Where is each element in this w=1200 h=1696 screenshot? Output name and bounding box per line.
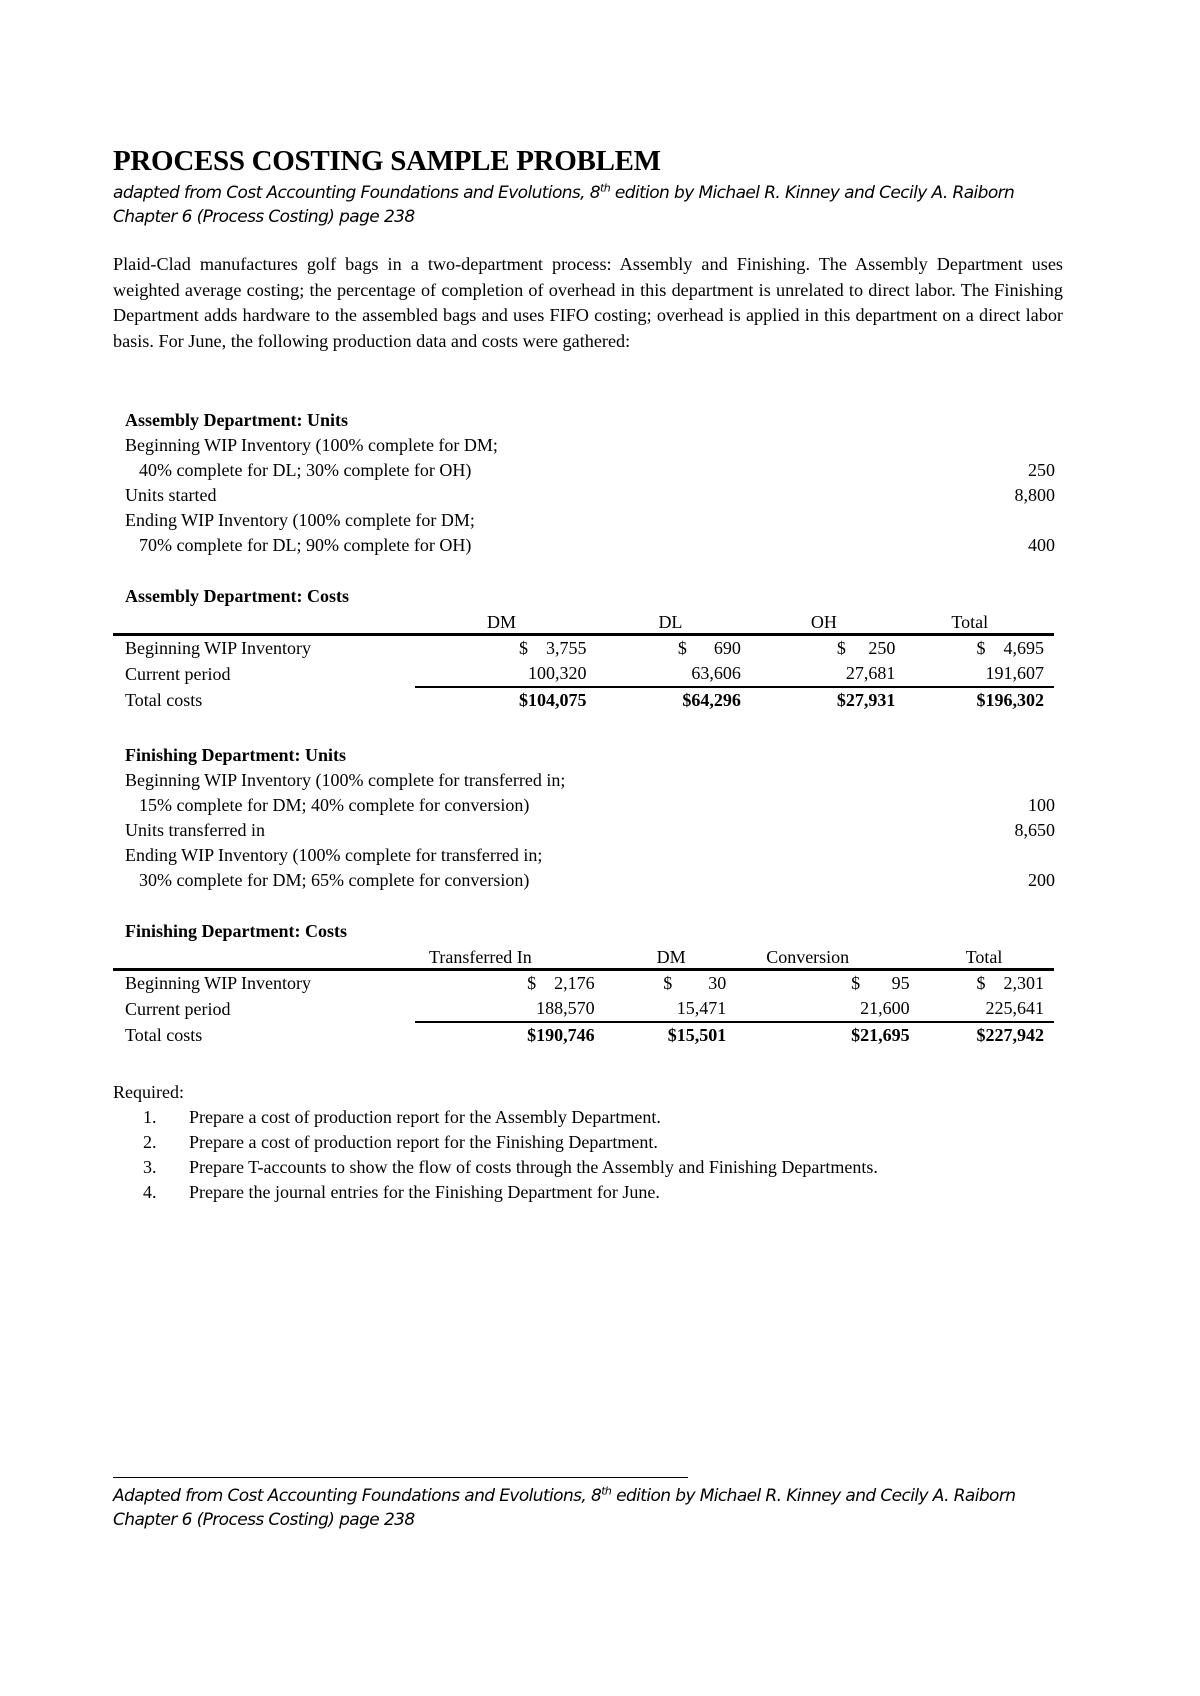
unit-value: 100 (1028, 795, 1055, 815)
cell-value: $ 30 (663, 973, 727, 993)
item-text: Prepare T-accounts to show the flow of costs through the Assembly and Finishing Departments. (189, 1157, 878, 1177)
table-row (113, 1022, 1054, 1048)
source-citation-line2: Chapter 6 (Process Costing) page 238 (113, 207, 415, 227)
unit-row (125, 795, 1055, 820)
cell-value: $ 2,176 (527, 973, 595, 993)
column-header: DM (605, 946, 737, 970)
unit-value: 400 (1028, 535, 1055, 555)
unit-row (125, 435, 1055, 460)
row-label: Current period (125, 998, 231, 1019)
unit-row (125, 485, 1055, 510)
row-label: Total costs (125, 689, 203, 710)
unit-label: Ending WIP Inventory (100% complete for transferred in; (125, 845, 543, 865)
unit-label: Units transferred in (125, 820, 265, 840)
unit-value: 250 (1028, 460, 1055, 480)
cell-value: $190,746 (527, 1025, 595, 1045)
table-header-row (113, 611, 1054, 635)
cell-value: $15,501 (667, 1025, 727, 1045)
cell-value: 191,607 (905, 661, 1054, 687)
table-row (113, 635, 1054, 662)
row-label: Total costs (125, 1024, 203, 1045)
cell-value: 100,320 (415, 661, 596, 687)
unit-label: Beginning WIP Inventory (100% complete for DM; (125, 435, 498, 455)
page-title: PROCESS COSTING SAMPLE PROBLEM (113, 145, 661, 177)
unit-row (125, 510, 1055, 535)
unit-row (125, 870, 1055, 895)
assembly-costs-table (113, 611, 1054, 713)
unit-label: 70% complete for DL; 90% complete for OH) (139, 535, 472, 555)
unit-value: 8,650 (1014, 820, 1055, 840)
finishing-costs-table (113, 946, 1054, 1048)
unit-label: 40% complete for DL; 30% complete for OH) (139, 460, 472, 480)
footnote-divider (113, 1477, 688, 1478)
column-header: OH (751, 611, 905, 635)
table-row (113, 970, 1054, 997)
column-header: Conversion (736, 946, 919, 970)
cell-value: $227,942 (976, 1025, 1044, 1045)
item-number: 1. (143, 1107, 157, 1127)
item-number: 4. (143, 1182, 157, 1202)
table-row (113, 996, 1054, 1022)
item-number: 3. (143, 1157, 157, 1177)
table-row (113, 687, 1054, 713)
unit-row (125, 820, 1055, 845)
footnote-line2: Chapter 6 (Process Costing) page 238 (113, 1510, 415, 1530)
column-header: DM (415, 611, 596, 635)
column-header: DL (596, 611, 750, 635)
column-header: Total (920, 946, 1054, 970)
cell-value: 27,681 (751, 661, 905, 687)
cell-value: 225,641 (920, 996, 1054, 1022)
item-text: Prepare a cost of production report for the Assembly Department. (189, 1107, 661, 1127)
intro-paragraph: Plaid-Clad manufactures golf bags in a two-department process: Assembly and Finishing. The Assembly Department uses weighted average costing; the percentage of completion of overhead in this department is unrelated to direct labor. The Finishing Department adds hardware to the assembled bags and uses FIFO costing; overhead is applied in this department on a direct labor basis. For June, the following production data and costs were gathered: (113, 254, 1063, 351)
header-blank (113, 946, 415, 970)
cell-value: $104,075 (518, 690, 587, 710)
column-header: Transferred In (415, 946, 605, 970)
footnote-text: Adapted from Cost Accounting Foundations and Evolutions, 8 (113, 1486, 602, 1506)
unit-value: 8,800 (1014, 485, 1055, 505)
cell-value: $64,296 (682, 690, 741, 710)
table-header-row (113, 946, 1054, 970)
footnote-superscript: th (601, 1484, 612, 1498)
row-label: Beginning WIP Inventory (125, 638, 311, 658)
citation-text: adapted from Cost Accounting Foundations and Evolutions, 8 (113, 183, 600, 203)
unit-row (125, 535, 1055, 560)
item-number: 2. (143, 1132, 157, 1152)
cell-value: $27,931 (836, 690, 896, 710)
item-text: Prepare the journal entries for the Finishing Department for June. (189, 1182, 660, 1202)
cell-value: $ 95 (851, 973, 910, 993)
unit-label: Units started (125, 485, 217, 505)
unit-row (125, 770, 1055, 795)
unit-label: Beginning WIP Inventory (100% complete for transferred in; (125, 770, 566, 790)
finishing-units-heading: Finishing Department: Units (125, 745, 347, 765)
citation-superscript: th (600, 181, 611, 195)
table-row (113, 661, 1054, 687)
unit-row (125, 460, 1055, 485)
footnote-text: edition by Michael R. Kinney and Cecily A. Raiborn (611, 1486, 1016, 1506)
cell-value: 21,600 (736, 996, 919, 1022)
cell-value: 188,570 (415, 996, 605, 1022)
cell-value: $21,695 (851, 1025, 910, 1045)
unit-row (125, 845, 1055, 870)
cell-value: $ 4,695 (976, 638, 1044, 658)
cell-value: $ 690 (677, 638, 741, 658)
header-blank (113, 611, 415, 635)
cell-value: 15,471 (605, 996, 737, 1022)
citation-text: edition by Michael R. Kinney and Cecily A. Raiborn (610, 183, 1015, 203)
required-label: Required: (113, 1082, 184, 1102)
cell-value: 63,606 (596, 661, 750, 687)
unit-label: 15% complete for DM; 40% complete for conversion) (139, 795, 530, 815)
cell-value: $ 250 (836, 638, 896, 658)
source-citation-line1 (113, 183, 1014, 203)
footnote-line1 (113, 1486, 1015, 1506)
cell-value: $ 3,755 (518, 638, 587, 658)
unit-label: 30% complete for DM; 65% complete for conversion) (139, 870, 530, 890)
assembly-costs-heading: Assembly Department: Costs (125, 586, 349, 606)
finishing-costs-heading: Finishing Department: Costs (125, 921, 348, 941)
cell-value: $ 2,301 (976, 973, 1044, 993)
row-label: Beginning WIP Inventory (125, 973, 311, 993)
cell-value: $196,302 (976, 690, 1044, 710)
unit-value: 200 (1028, 870, 1055, 890)
item-text: Prepare a cost of production report for the Finishing Department. (189, 1132, 658, 1152)
assembly-units-heading: Assembly Department: Units (125, 410, 348, 430)
unit-label: Ending WIP Inventory (100% complete for DM; (125, 510, 475, 530)
row-label: Current period (125, 663, 231, 684)
column-header: Total (905, 611, 1054, 635)
